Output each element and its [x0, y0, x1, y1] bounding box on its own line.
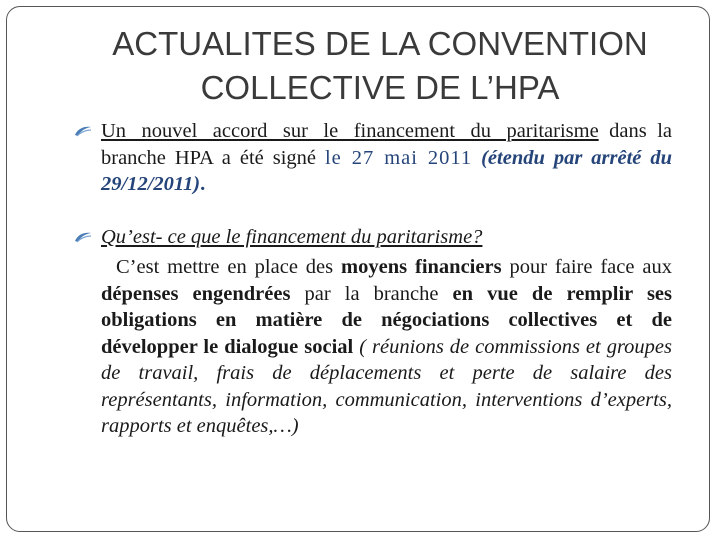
accord-period: .	[200, 173, 206, 195]
question-heading: Qu’est- ce que le financement du paritarisme?	[101, 225, 483, 248]
title-line-1: ACTUALITES DE LA CONVENTION	[112, 25, 648, 62]
answer-text-2: pour faire face aux	[501, 256, 672, 278]
swoosh-bullet-icon	[74, 232, 92, 243]
accord-underlined-text: Un nouvel accord sur le financement du paritarisme	[101, 120, 599, 142]
answer-text-3: par la branche	[290, 282, 453, 305]
spacer	[74, 198, 672, 224]
answer-paragraph	[74, 254, 672, 440]
answer-bold-1: moyens financiers	[341, 256, 502, 278]
swoosh-bullet-icon	[74, 126, 92, 137]
answer-bold-3: en vue de remplir ses obligations en matière de négociations collectives et de développer le dialogue social	[101, 282, 673, 358]
accord-space	[472, 147, 481, 169]
answer-text-1: C’est mettre en place des	[116, 256, 342, 278]
answer-italic-list: ( réunions de commissions et groupes de travail, frais de déplacements et perte de salaire des représentants, information, communication, interventions d’experts, rapports et enquêtes,…)	[101, 335, 672, 437]
accord-extension-note: (étendu par arrêté du 29/12/2011)	[101, 146, 673, 195]
slide-content	[74, 118, 672, 440]
slide-title	[60, 22, 700, 110]
bullet-question	[74, 224, 672, 251]
accord-text: dans la branche HPA a été signé	[101, 120, 672, 169]
title-line-2: COLLECTIVE DE L’HPA	[200, 69, 560, 106]
answer-bold-2: dépenses engendrées	[101, 282, 291, 305]
accord-date: le 27 mai 2011	[324, 146, 473, 169]
bullet-accord	[74, 118, 672, 198]
